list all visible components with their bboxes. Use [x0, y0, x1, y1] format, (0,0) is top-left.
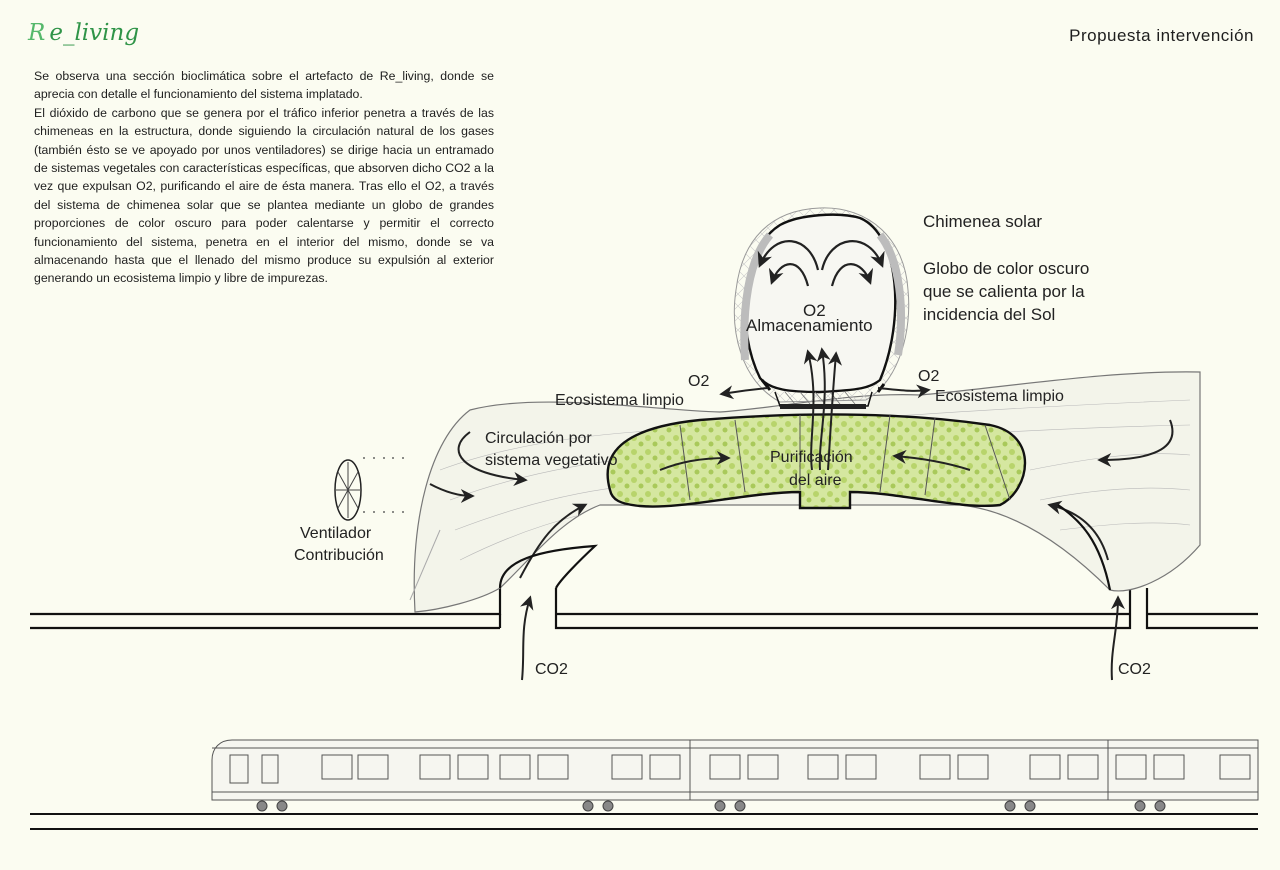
brand-name: e_living [49, 20, 140, 46]
label-purificacion-line-1: Purificación [770, 449, 853, 466]
label-eco-right: Ecosistema limpio [935, 388, 1064, 405]
section-title: Propuesta intervención [1069, 26, 1254, 45]
description-paragraph-2: El dióxido de carbono que se genera por el tráfico inferior penetra a través de las chimeneas en la estructura, donde siguiendo la circulación natural de los gases (también ésto se ve apoyado por unos ventiladores) se dirige hacia un entramado de sistemas vegetales con características específicas, que absorven dicho CO2 a la vez que expulsan O2, purificando el aire de ésta manera. Tras ello el O2, a través del sistema de chimenea solar que se plantea mediante un globo de grandes proporciones de color oscuro para poder calentarse y permitir el correcto funcionamiento del sistema, penetra en el interior del mismo, donde se va almacenando hasta que el llenado del mismo produce su expulsión al exterior generando un ecosistema limpio y libre de impurezas. [34, 105, 494, 286]
label-co2-right: CO2 [1118, 661, 1151, 678]
label-o2-storage: O2 [803, 301, 826, 320]
label-circulacion-line-2: sistema vegetativo [485, 452, 618, 469]
label-globo-line-1: Globo de color oscuro [923, 259, 1090, 278]
label-almacenamiento: Almacenamiento [746, 316, 873, 335]
train [212, 740, 1258, 811]
description-paragraph-1: Se observa una sección bioclimática sobre el artefacto de Re_living, donde se aprecia con detalle el funcionamiento del sistema implatado. [34, 69, 494, 102]
label-globo-line-2: que se calienta por la [923, 282, 1085, 301]
ground-slab [30, 588, 1258, 628]
label-chimenea-solar: Chimenea solar [923, 212, 1043, 231]
label-purificacion-line-2: del aire [789, 472, 842, 489]
label-eco-left: Ecosistema limpio [555, 392, 684, 409]
label-co2-left: CO2 [535, 661, 568, 678]
label-ventilador: Ventilador [300, 525, 372, 542]
label-o2-left: O2 [688, 373, 710, 390]
rail-lines [30, 814, 1258, 829]
label-globo-line-3: incidencia del Sol [923, 305, 1056, 324]
label-o2-right: O2 [918, 368, 940, 385]
brand-initial: R [28, 20, 46, 46]
label-contribucion: Contribución [294, 547, 384, 564]
label-circulacion-line-1: Circulación por [485, 430, 592, 447]
